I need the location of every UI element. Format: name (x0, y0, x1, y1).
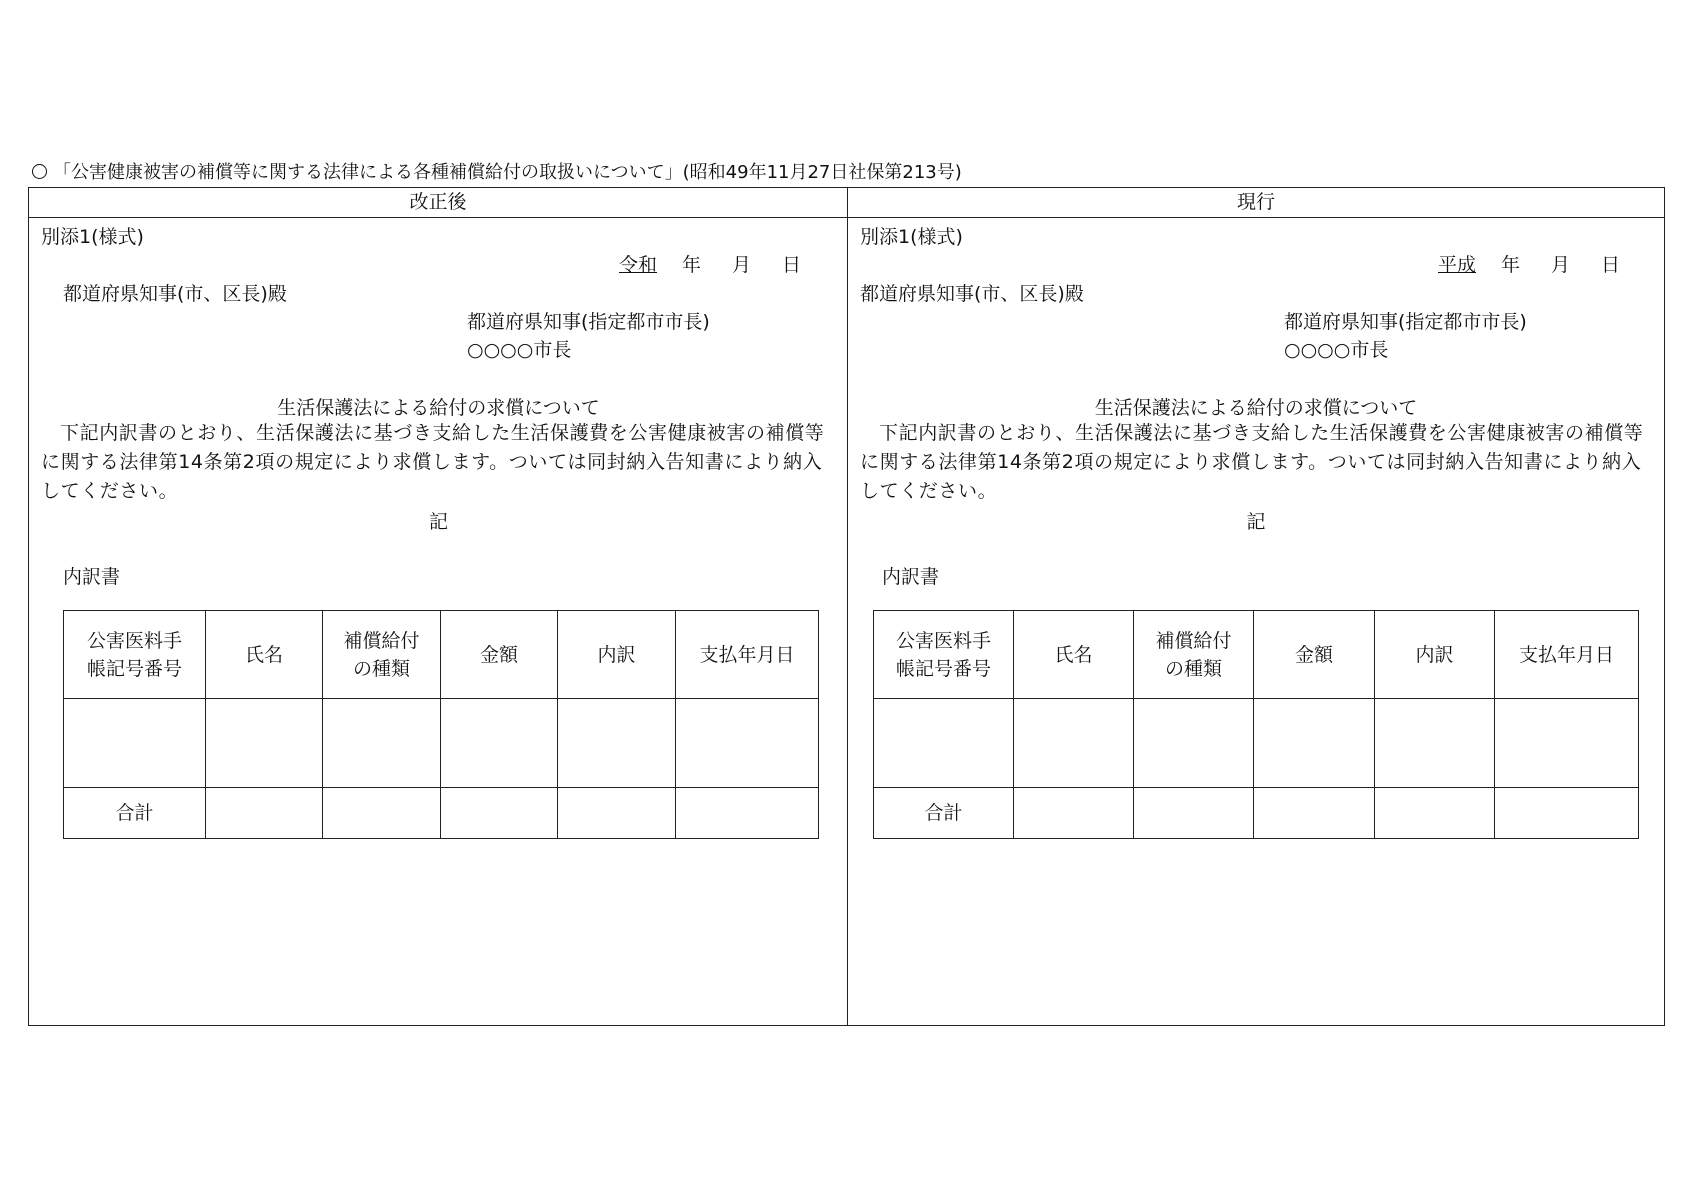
header-cell-name: 氏名 (206, 611, 323, 699)
circle-bullet-icon (32, 164, 47, 179)
attachment-label: 別添1(様式) (41, 226, 144, 248)
table-cell (441, 788, 558, 839)
header-cell-payment-date: 支払年月日 (676, 611, 819, 699)
table-cell (676, 699, 819, 788)
subject: 生活保護法による給付の求償について (1094, 397, 1418, 419)
header-cell-benefit-type: 補償給付の種類 (1134, 611, 1254, 699)
table-cell (1014, 788, 1134, 839)
sender-name: ○○○○市長 (467, 339, 572, 361)
body-paragraph: 下記内訳書のとおり、生活保護法に基づき支給した生活保護費を公害健康被害の補償等に関する法律第14条第2項の規定により求償します。ついては同封納入告知書により納入してください。 (41, 422, 825, 502)
date-line (619, 250, 807, 277)
table-cell (1254, 699, 1375, 788)
table-cell (1014, 699, 1134, 788)
total-label: 合計 (874, 788, 1014, 839)
date-rest: 年 月 日 (1476, 254, 1627, 276)
header-cell-breakdown: 内訳 (558, 611, 676, 699)
table-cell (1495, 788, 1639, 839)
column-header-current: 現行 (848, 188, 1664, 218)
table-cell (206, 699, 323, 788)
table-cell (558, 788, 676, 839)
table-row (874, 699, 1639, 788)
date-era: 令和 (619, 254, 658, 276)
breakdown-table (63, 610, 819, 839)
table-cell (323, 699, 441, 788)
document-heading (32, 158, 962, 184)
table-cell (676, 788, 819, 839)
table-cell (1134, 788, 1254, 839)
table-cell (1495, 699, 1639, 788)
addressee: 都道府県知事(市、区長)殿 (63, 283, 287, 305)
table-cell (558, 699, 676, 788)
header-cell-amount: 金額 (441, 611, 558, 699)
breakdown-title: 内訳書 (882, 566, 940, 588)
header-cell-benefit-type: 補償給付の種類 (323, 611, 441, 699)
header-cell-payment-date: 支払年月日 (1495, 611, 1639, 699)
sender-title: 都道府県知事(指定都市市長) (1284, 311, 1527, 333)
body-paragraph: 下記内訳書のとおり、生活保護法に基づき支給した生活保護費を公害健康被害の補償等に関する法律第14条第2項の規定により求償します。ついては同封納入告知書により納入してください。 (860, 422, 1644, 502)
total-label: 合計 (64, 788, 206, 839)
ki-label: 記 (428, 511, 448, 533)
date-line (1438, 250, 1626, 277)
subject: 生活保護法による給付の求償について (277, 397, 600, 419)
header-cell-handbook-number: 公害医料手帳記号番号 (64, 611, 206, 699)
breakdown-table (873, 610, 1639, 839)
header-cell-handbook-number: 公害医料手帳記号番号 (874, 611, 1014, 699)
table-cell (1254, 788, 1375, 839)
date-rest: 年 月 日 (657, 254, 808, 276)
sender-title: 都道府県知事(指定都市市長) (467, 311, 710, 333)
total-row (874, 788, 1639, 839)
header-cell-amount: 金額 (1254, 611, 1375, 699)
table-cell (1375, 699, 1495, 788)
addressee: 都道府県知事(市、区長)殿 (860, 283, 1084, 305)
table-cell (206, 788, 323, 839)
table-cell (1134, 699, 1254, 788)
column-revised (29, 188, 848, 1025)
heading-text: 「公害健康被害の補償等に関する法律による各種補償給付の取扱いについて」(昭和49年11月27日社保第213号) (53, 162, 962, 183)
table-cell (323, 788, 441, 839)
attachment-label: 別添1(様式) (860, 226, 963, 248)
header-cell-breakdown: 内訳 (1375, 611, 1495, 699)
comparison-table (28, 187, 1665, 1026)
table-cell (1375, 788, 1495, 839)
table-header-row (874, 611, 1639, 699)
header-cell-name: 氏名 (1014, 611, 1134, 699)
table-row (64, 699, 819, 788)
table-cell (874, 699, 1014, 788)
ki-label: 記 (1246, 511, 1266, 533)
date-era: 平成 (1438, 254, 1477, 276)
column-current (848, 188, 1664, 1025)
breakdown-title: 内訳書 (63, 566, 121, 588)
table-cell (441, 699, 558, 788)
column-header-revised: 改正後 (29, 188, 847, 218)
table-cell (64, 699, 206, 788)
sender-name: ○○○○市長 (1284, 339, 1389, 361)
table-header-row (64, 611, 819, 699)
total-row (64, 788, 819, 839)
